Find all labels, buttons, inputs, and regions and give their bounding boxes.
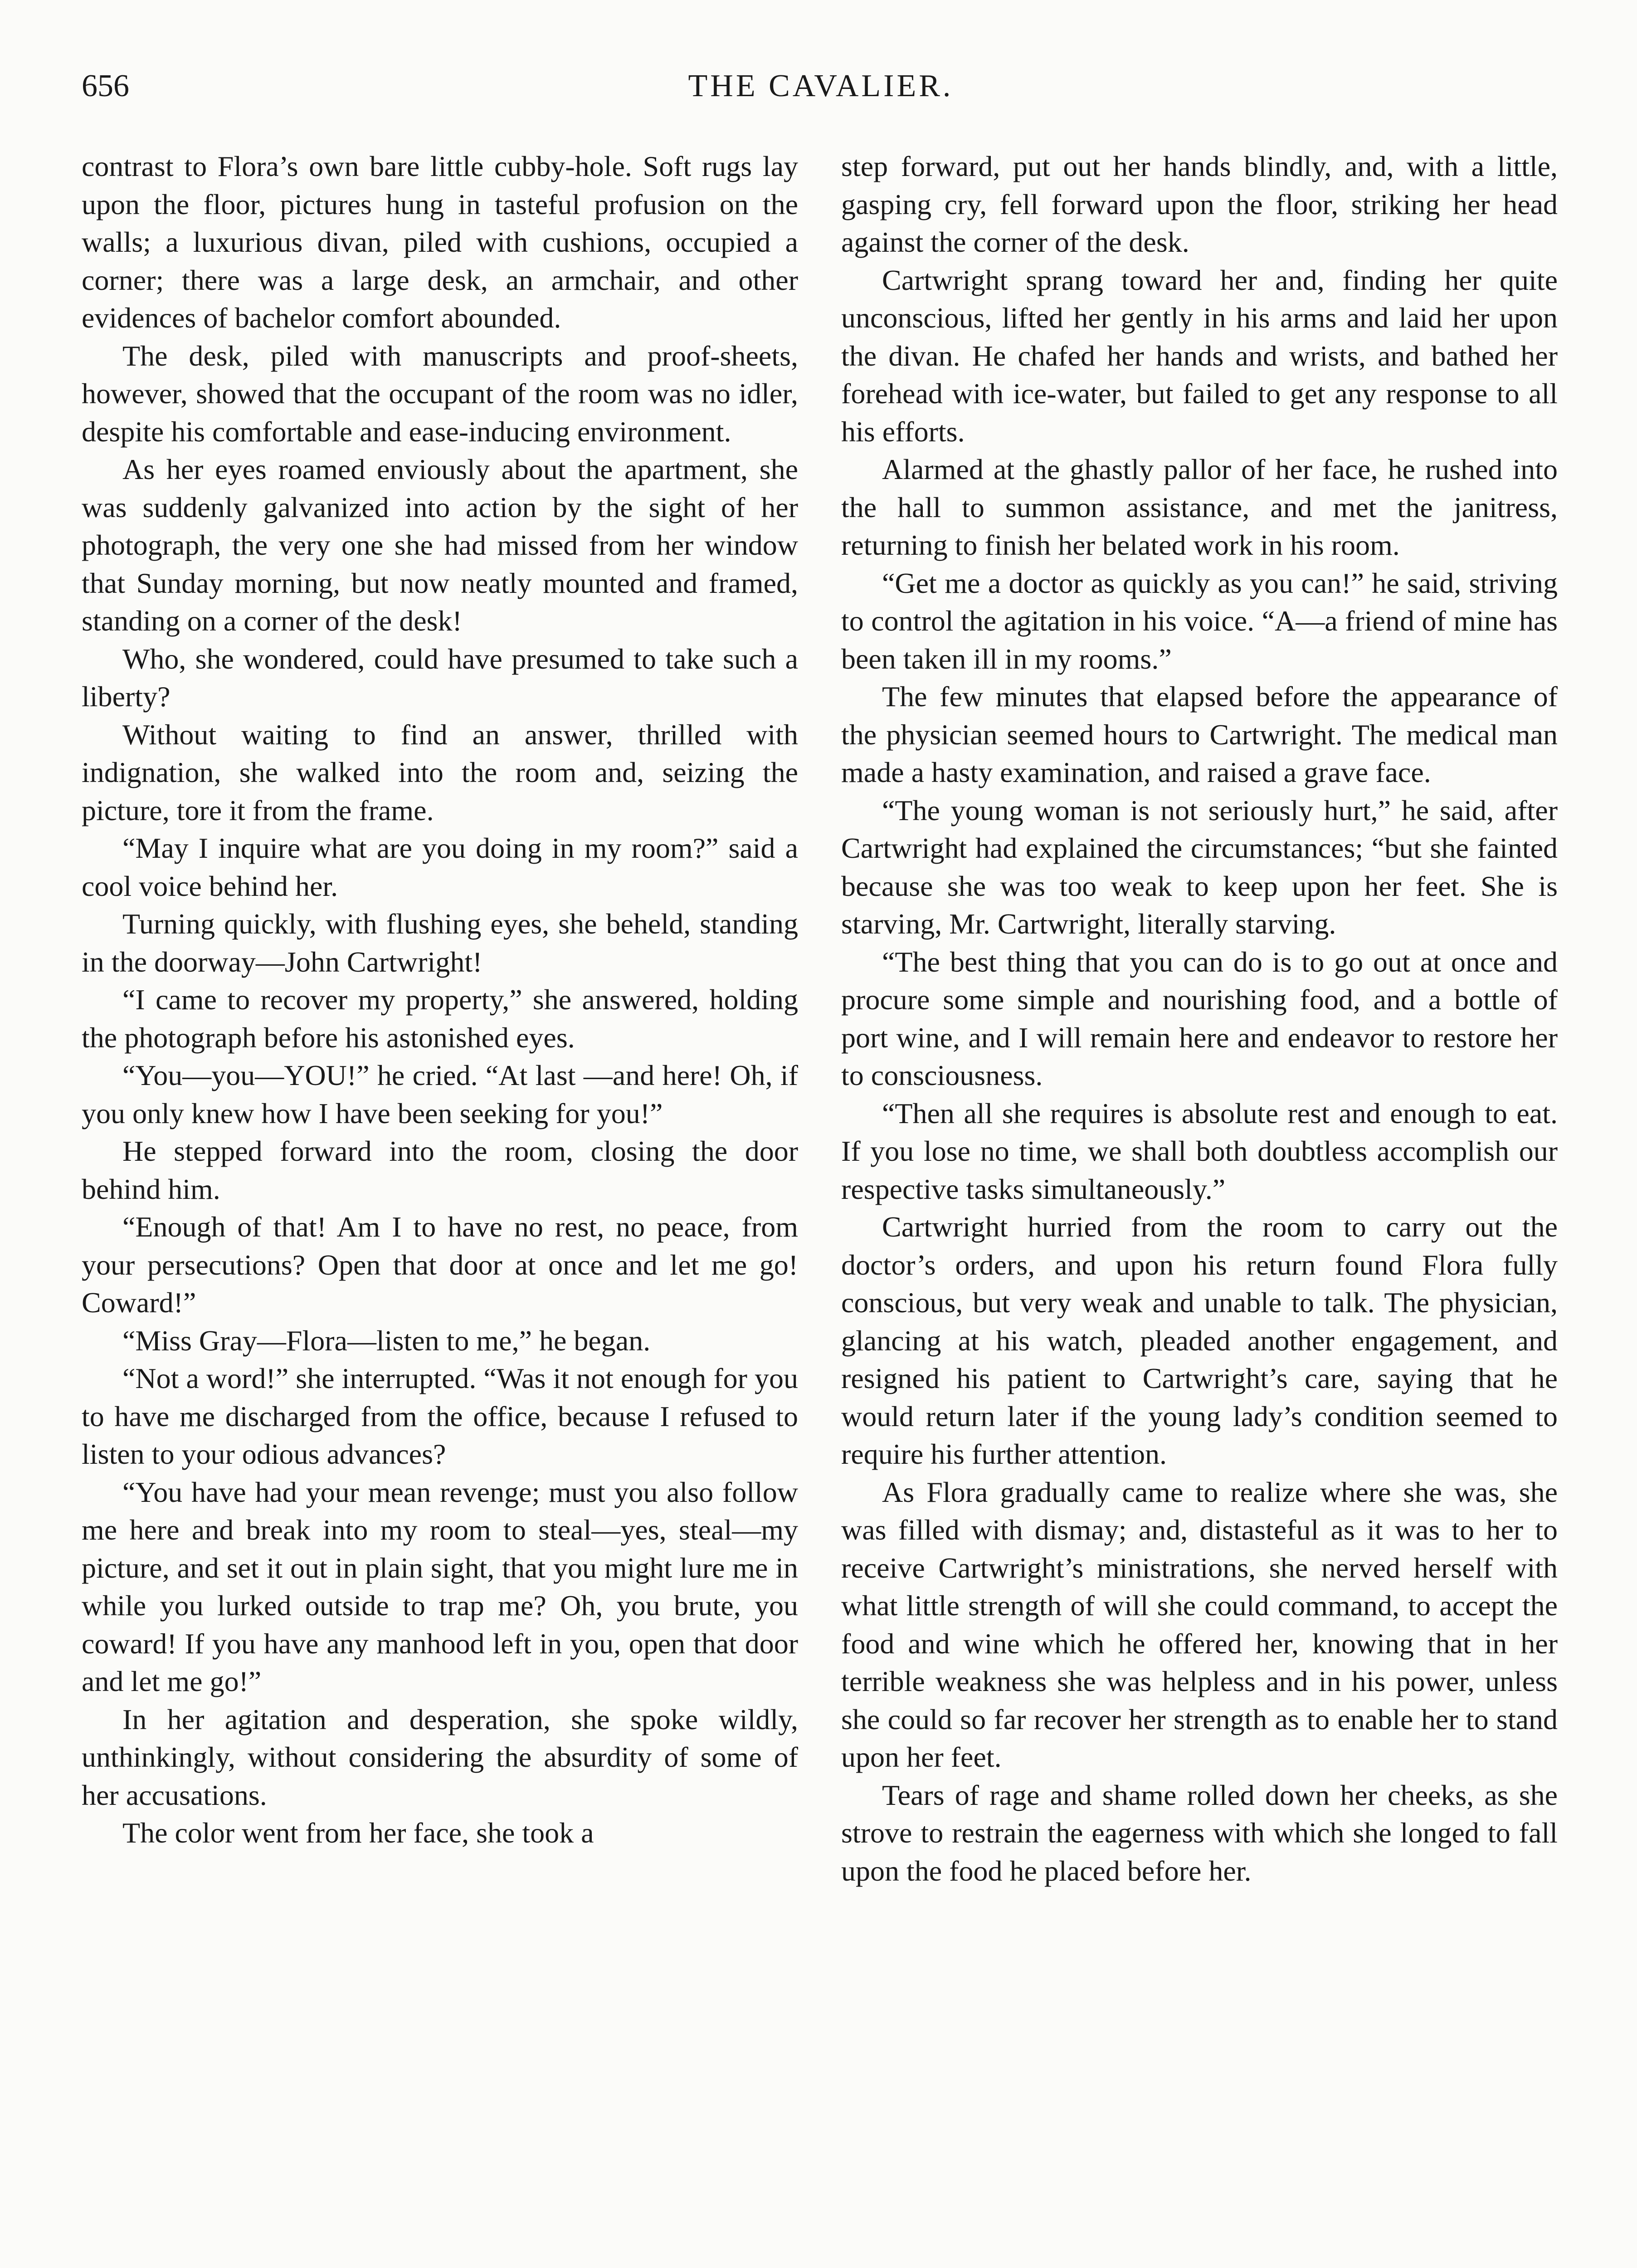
paragraph: “You—you—YOU!” he cried. “At last —and here! Oh, if you only knew how I have been seeking for you!” <box>82 1059 798 1129</box>
paragraph: Cartwright hurried from the room to carry out the doctor’s orders, and upon his return found Flora fully conscious, but very weak and unable to talk. The physician, glancing at his watch, pleaded another engagement, and resigned his patient to Cartwright’s care, saying that he would return later if the young lady’s condition seemed to require his further attention. <box>841 1211 1558 1470</box>
paragraph: “Enough of that! Am I to have no rest, no peace, from your persecutions? Open that door at once and let me go! Coward!” <box>82 1211 798 1319</box>
paragraph: “May I inquire what are you doing in my room?” said a cool voice behind her. <box>82 832 798 902</box>
paragraph: In her agitation and desperation, she spoke wildly, unthinkingly, without considering the absurdity of some of her accusations. <box>82 1703 798 1811</box>
paragraph: The few minutes that elapsed before the appearance of the physician seemed hours to Cartwright. The medical man made a hasty examination, and raised a grave face. <box>841 680 1558 788</box>
paragraph: “The best thing that you can do is to go out at once and procure some simple and nourishing food, and a bottle of port wine, and I will remain here and endeavor to restore her to consciousness. <box>841 945 1558 1091</box>
paragraph: The color went from her face, she took a <box>122 1817 594 1849</box>
paragraph: “Get me a doctor as quickly as you can!” he said, striving to control the agitation in his voice. “A—a friend of mine has been taken ill in my rooms.” <box>841 567 1558 675</box>
paragraph: Who, she wondered, could have presumed to take such a liberty? <box>82 642 798 713</box>
paragraph: “The young woman is not seriously hurt,” he said, after Cartwright had explained the circumstances; “but she fainted because she was too weak to keep upon her feet. She is starving, Mr. Cartwright, literally starving. <box>841 794 1558 940</box>
paragraph: Without waiting to find an answer, thrilled with indignation, she walked into the room and, seizing the picture, tore it from the frame. <box>82 718 798 826</box>
page-number: 656 <box>82 68 129 103</box>
paragraph: He stepped forward into the room, closing the door behind him. <box>82 1135 798 1205</box>
running-title: THE CAVALIER. <box>688 68 954 103</box>
paragraph: The desk, piled with manuscripts and proof-sheets, however, showed that the occupant of the room was no idler, despite his comfortable and ease-inducing environment. <box>82 339 798 448</box>
paragraph: “Then all she requires is absolute rest and enough to eat. If you lose no time, we shall both doubtless accomplish our respective tasks simultaneously.” <box>841 1097 1558 1205</box>
paragraph: contrast to Flora’s own bare little cubby-hole. Soft rugs lay upon the floor, pictures hung in tasteful profusion on the walls; a luxurious divan, piled with cushions, occupied a corner; there was a large desk, an armchair, and other evidences of bachelor comfort abounded. <box>82 150 798 334</box>
paragraph: Tears of rage and shame rolled down her cheeks, as she strove to restrain the eagerness with which she longed to fall upon the food he placed before her. <box>841 1779 1558 1887</box>
paragraph: “Not a word!” she interrupted. “Was it not enough for you to have me discharged from the office, because I refused to listen to your odious advances? <box>82 1362 798 1470</box>
left-column <box>82 147 798 2268</box>
right-column <box>841 147 1558 2268</box>
paragraph: Alarmed at the ghastly pallor of her face, he rushed into the hall to summon assistance, and met the janitress, returning to finish her belated work in his room. <box>841 453 1558 561</box>
paragraph: “You have had your mean revenge; must you also follow me here and break into my room to steal—yes, steal—my picture, and set it out in plain sight, that you might lure me in while you lurked outside to trap me? Oh, you brute, you coward! If you have any manhood left in you, open that door and let me go!” <box>82 1476 798 1697</box>
page-header <box>82 68 1560 122</box>
paragraph: As her eyes roamed enviously about the apartment, she was suddenly galvanized into action by the sight of her photograph, the very one she had missed from her window that Sunday morning, but now neatly mounted and framed, standing on a corner of the desk! <box>82 453 798 637</box>
paragraph: “I came to recover my property,” she answered, holding the photograph before his astonished eyes. <box>82 983 798 1054</box>
paragraph: “Miss Gray—Flora—listen to me,” he began. <box>122 1324 651 1357</box>
paragraph: As Flora gradually came to realize where she was, she was filled with dismay; and, distasteful as it was to her to receive Cartwright’s ministrations, she nerved herself with what little strength of will she could command, to accept the food and wine which he offered her, knowing that in her terrible weakness she was helpless and in his power, unless she could so far recover her strength as to enable her to stand upon her feet. <box>841 1476 1558 1773</box>
paragraph: step forward, put out her hands blindly, and, with a little, gasping cry, fell forward upon the floor, striking her head against the corner of the desk. <box>841 150 1558 258</box>
paragraph: Turning quickly, with flushing eyes, she beheld, standing in the doorway—John Cartwright! <box>82 908 798 978</box>
paragraph: Cartwright sprang toward her and, finding her quite unconscious, lifted her gently in his arms and laid her upon the divan. He chafed her hands and wrists, and bathed her forehead with ice-water, but failed to get any response to all his efforts. <box>841 264 1558 448</box>
